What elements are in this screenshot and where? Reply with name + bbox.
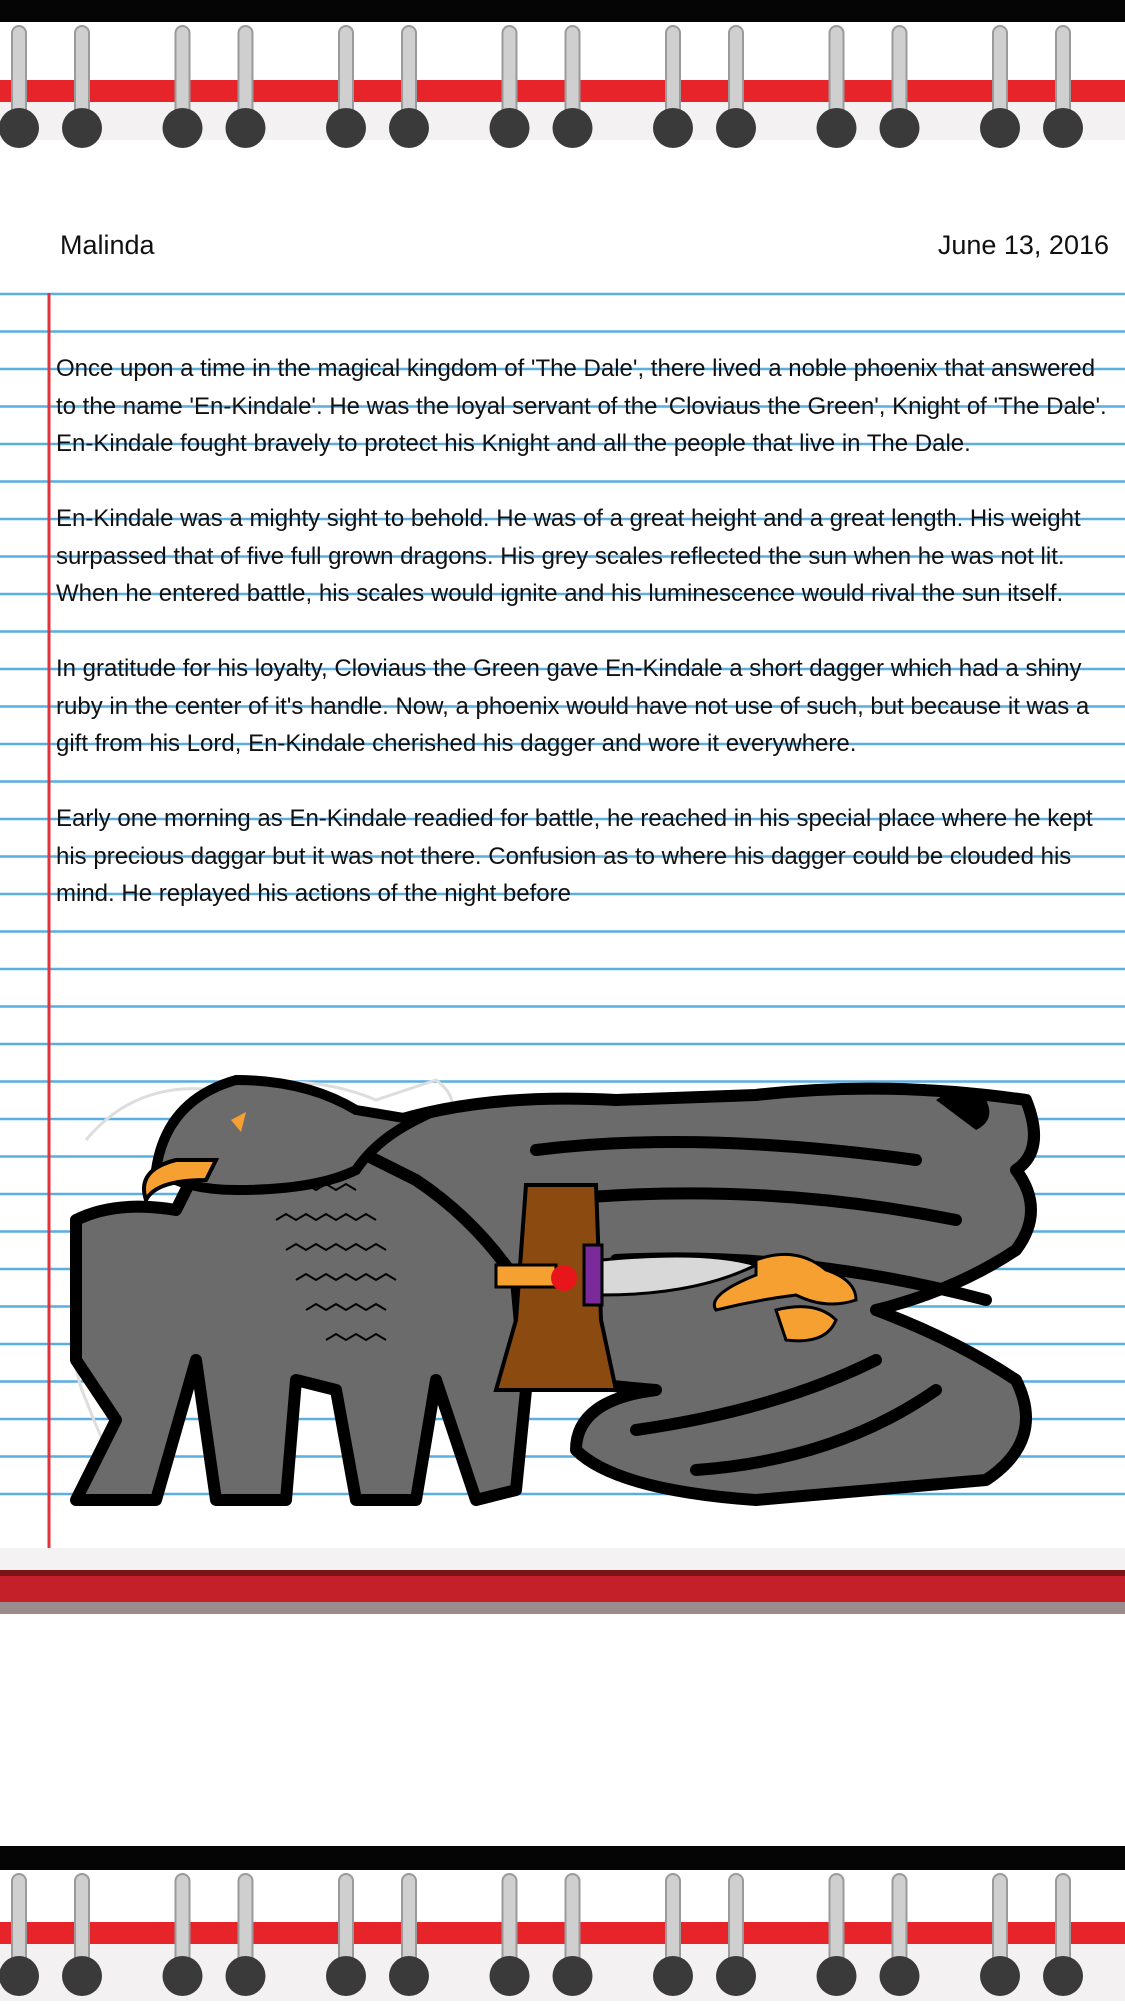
spiral-hole <box>1043 108 1083 148</box>
spiral-hole <box>0 108 39 148</box>
page-header <box>0 230 1125 270</box>
spiral-hole <box>1043 1956 1083 1996</box>
spiral-hole <box>62 1956 102 1996</box>
spiral-hole <box>0 1956 39 1996</box>
spiral-hole <box>163 1956 203 1996</box>
spiral-binding-top <box>0 0 1125 160</box>
phoenix-drawing <box>56 1060 1056 1510</box>
spiral-binding-bottom <box>0 1846 1125 2006</box>
story-paragraph: En-Kindale was a mighty sight to behold. He was of a great height and a great length. His weight surpassed that of five full grown dragons. His grey scales reflected the sun when he was not lit. When he entered battle, his scales would ignite and his luminescence would rival the sun itself. <box>56 505 1081 607</box>
spiral-hole <box>226 1956 266 1996</box>
spiral-hole <box>653 1956 693 1996</box>
spiral-hole <box>817 108 857 148</box>
spiral-hole <box>62 108 102 148</box>
spiral-hole <box>389 108 429 148</box>
page-bottom-band <box>0 1548 1125 1614</box>
spiral-hole <box>226 108 266 148</box>
entry-date: June 13, 2016 <box>937 230 1109 260</box>
spiral-hole <box>326 108 366 148</box>
spiral-hole <box>716 1956 756 1996</box>
spiral-hole <box>490 108 530 148</box>
story-text <box>56 350 1116 950</box>
spiral-hole <box>553 1956 593 1996</box>
spiral-hole <box>880 1956 920 1996</box>
spiral-hole <box>980 108 1020 148</box>
story-paragraph: Once upon a time in the magical kingdom of 'The Dale', there lived a noble phoenix that answered to the name 'En-Kindale'. He was the loyal servant of the 'Cloviaus the Green', Knight of 'The Dale'. En-Kindale fought bravely to protect his Knight and all the people that live in The Dale. <box>56 355 1107 457</box>
spiral-hole <box>716 108 756 148</box>
spiral-hole <box>326 1956 366 1996</box>
spiral-hole <box>980 1956 1020 1996</box>
story-paragraph: Early one morning as En-Kindale readied for battle, he reached in his special place where he kept his precious daggar but it was not there. Confusion as to where his dagger could be clouded his mind. He replayed his actions of the night before <box>56 805 1093 907</box>
story-paragraph: In gratitude for his loyalty, Cloviaus the Green gave En-Kindale a short dagger which had a shiny ruby in the center of it's handle. Now, a phoenix would have not use of such, but because it was a gift from his Lord, En-Kindale cherished his dagger and wore it everywhere. <box>56 655 1090 757</box>
spiral-hole <box>490 1956 530 1996</box>
spiral-hole <box>653 108 693 148</box>
spiral-hole <box>389 1956 429 1996</box>
spiral-hole <box>553 108 593 148</box>
author-name: Malinda <box>60 230 155 260</box>
spiral-hole <box>817 1956 857 1996</box>
spiral-hole <box>163 108 203 148</box>
spiral-hole <box>880 108 920 148</box>
